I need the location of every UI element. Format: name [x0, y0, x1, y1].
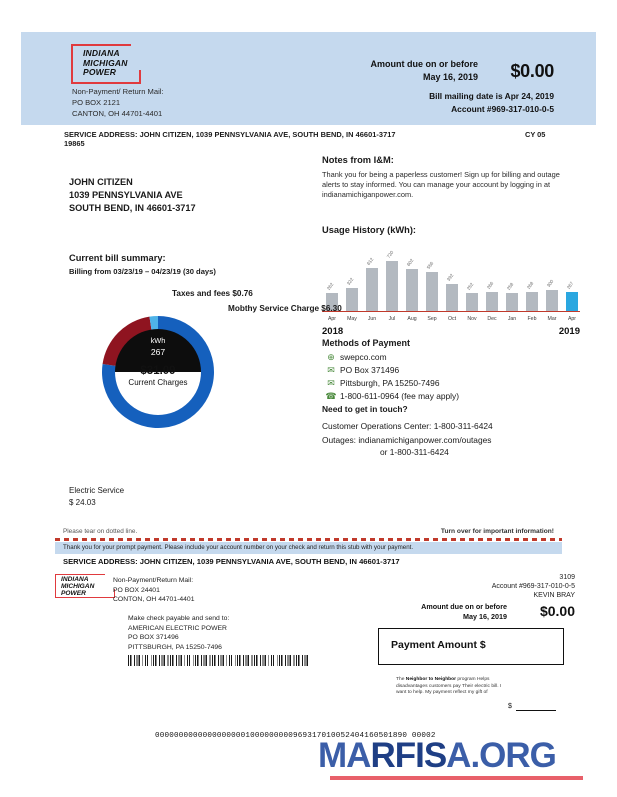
stub-due-label: Amount due on or before [421, 602, 507, 611]
need-to-get-in-touch-label: Need to get in touch? [322, 404, 408, 414]
notes-title: Notes from I&M: [322, 155, 394, 165]
payment-method-text: Pittsburgh, PA 15250-7496 [340, 378, 440, 388]
payment-method-text: 1-800-611-0964 (fee may apply) [340, 391, 460, 401]
gift-amount-field[interactable] [508, 703, 512, 710]
methods-of-payment-list [322, 351, 572, 403]
chart-x-label: Feb [527, 316, 537, 322]
amount-due-label: Amount due on or before [370, 59, 478, 69]
stub-return-label: Non-Payment/Return Mail: [113, 577, 194, 584]
amount-due-label-block [278, 58, 478, 83]
payment-method-row [322, 351, 572, 364]
service-number: 19865 [64, 139, 85, 148]
outages-link[interactable]: Outages: indianamichiganpower.com/outages [322, 435, 492, 445]
customer-address-block [69, 176, 196, 215]
amount-due-value: $0.00 [510, 61, 554, 81]
neighbor-program-name: Neighbor to Neighbor [405, 677, 457, 682]
watermark-part-3: A.ORG [446, 736, 556, 775]
bill-summary-period: Billing from 03/23/19 – 04/23/19 (30 days) [69, 267, 216, 276]
chart-bar [566, 292, 578, 311]
service-address-line: SERVICE ADDRESS: JOHN CITIZEN, 1039 PENNSYLVANIA AVE, SOUTH BEND, IN 46601-3717 [64, 130, 396, 139]
chart-x-label: Apr [327, 316, 337, 322]
donut-kwh-label: kWh [150, 335, 166, 345]
chart-bar-value: 322 [345, 277, 355, 287]
bill-mailing-date: Bill mailing date is Apr 24, 2019 [429, 91, 554, 101]
outages-phone: or 1-800-311-6424 [380, 447, 449, 457]
chart-year-left: 2018 [322, 326, 344, 337]
chart-year-right: 2019 [558, 326, 580, 337]
chart-bar-slot [502, 255, 522, 311]
payment-method-text[interactable]: swepco.com [340, 352, 387, 362]
chart-bar [426, 272, 438, 311]
chart-bar-value: 602 [405, 257, 415, 267]
usage-history-title: Usage History (kWh): [322, 225, 417, 235]
chart-bar [526, 292, 538, 311]
chart-bar [546, 290, 558, 311]
chart-bar [406, 269, 418, 311]
chart-x-label: Jul [388, 316, 396, 322]
customer-operations-center: Customer Operations Center: 1-800-311-6424 [322, 421, 493, 431]
chart-bar-slot [482, 255, 502, 311]
customer-street: 1039 PENNSYLVANIA AVE [69, 190, 183, 200]
chart-x-label: Dec [487, 316, 497, 322]
chart-bar [466, 293, 478, 311]
chart-bar-slot [422, 255, 442, 311]
monthly-service-charge-label: Mobthy Service Charge $6.30 [228, 304, 342, 313]
header-band [21, 32, 596, 125]
tear-note-left: Please tear on dotted line. [63, 528, 138, 535]
watermark-part-2: RFIS [370, 736, 447, 775]
stub-logo-bracket-lower-icon [93, 589, 115, 598]
chart-bar-slot [542, 255, 562, 311]
chart-bar-value: 556 [425, 260, 435, 271]
chart-bar [366, 268, 378, 311]
ocr-scanline: 00000000000000000001000000000969317010052404160501890 00002 [155, 732, 436, 740]
electric-service-block [69, 485, 124, 508]
return-mail-city: CANTON, OH 44701-4401 [72, 109, 163, 119]
stub-check-payable [128, 614, 229, 652]
phone-icon: ☎ [325, 391, 337, 401]
chart-bar-value: 268 [525, 281, 535, 291]
stub-check-city: PITTSBURGH, PA 15250-7496 [128, 643, 222, 651]
stub-company-logo [55, 574, 119, 598]
chart-x-label: Jun [367, 316, 377, 322]
chart-bar-value: 258 [505, 281, 515, 291]
payment-method-row [322, 390, 572, 403]
stub-logo-wordmark [61, 576, 94, 598]
watermark-part-1: MA [318, 736, 371, 775]
chart-bar [386, 261, 398, 311]
stub-logo-line-3: POWER [61, 590, 86, 598]
amount-due-date: May 16, 2019 [422, 71, 478, 82]
chart-bar [446, 284, 458, 311]
chart-x-label: Apr [567, 316, 577, 322]
logo-line-2: MICHIGAN [83, 57, 128, 68]
chart-bar-value: 266 [485, 281, 495, 291]
donut-current-charges-value: $31.09 [140, 364, 176, 377]
chart-baseline [322, 311, 580, 312]
mail-icon: ✉ [327, 378, 335, 388]
electric-service-value: $ 24.03 [69, 497, 96, 507]
return-mail-po: PO BOX 2121 [72, 98, 121, 108]
stub-logo-line-2: MICHIGAN [61, 583, 95, 591]
thanks-text: Thank you for your prompt payment. Please include your account number on your check and return this stub with your payment. [63, 544, 414, 551]
header-meta [274, 90, 554, 115]
chart-bar-value: 267 [565, 281, 575, 291]
customer-citystate: SOUTH BEND, IN 46601-3717 [69, 203, 196, 213]
notes-body: Thank you for being a paperless customer! Sign up for billing and outage alerts to stay informed. You can manage your account by logging in at indianamichiganpower.com. [322, 170, 560, 199]
chart-bar-value: 612 [365, 257, 375, 267]
chart-bar-slot [362, 255, 382, 311]
chart-bar-value: 720 [385, 249, 395, 259]
chart-bar-slot [522, 255, 542, 311]
neighbor-prefix: The [396, 677, 406, 682]
chart-x-label: May [347, 316, 357, 322]
chart-bar-value: 392 [445, 272, 455, 282]
stub-service-address: SERVICE ADDRESS: JOHN CITIZEN, 1039 PENNSYLVANIA AVE, SOUTH BEND, IN 46601-3717 [63, 557, 400, 566]
logo-line-3: POWER [83, 67, 117, 77]
stub-return-mail [113, 576, 194, 605]
bill-summary-donut [78, 292, 238, 452]
chart-bars [322, 249, 582, 311]
chart-bar-slot [382, 249, 402, 311]
stub-return-po: PO BOX 24401 [113, 586, 160, 594]
return-mail-label: Non-Payment/ Return Mail: [72, 87, 164, 96]
stub-check-po: PO BOX 371496 [128, 634, 179, 642]
stub-due-date: May 16, 2019 [463, 612, 507, 621]
payment-method-row [322, 364, 572, 377]
chart-x-label: Nov [467, 316, 477, 322]
chart-bar [506, 293, 518, 311]
account-number: Account #969-317-010-0-5 [451, 103, 554, 114]
stub-return-city: CONTON, OH 44701-4401 [113, 596, 195, 604]
chart-x-label: Sep [427, 316, 437, 322]
usage-history-chart [322, 245, 582, 337]
gift-dollar-sign: $ [508, 703, 512, 710]
customer-name: JOHN CITIZEN [69, 177, 133, 187]
cycle-code: CY 05 [525, 130, 546, 139]
payment-method-text: PO Box 371496 [340, 365, 400, 375]
donut-center [115, 329, 201, 415]
bill-summary-title: Current bill summary: [69, 253, 166, 263]
chart-bar-slot [442, 255, 462, 311]
electric-service-label: Electric Service [69, 486, 125, 495]
logo-wordmark [83, 49, 128, 78]
chart-x-label: Aug [407, 316, 417, 322]
chart-x-label: Jan [507, 316, 517, 322]
neighbor-suffix: program Helps disadvantages customers pay Their electric bill. I want to help. My payment reflect my gift of [396, 677, 502, 696]
stub-postal-barcode [128, 655, 308, 666]
stub-rep-name: KEVIN BRAY [533, 592, 575, 599]
stub-due-value: $0.00 [539, 603, 575, 619]
globe-icon: ⊕ [327, 352, 335, 362]
watermark-underline [330, 776, 583, 780]
watermark [318, 736, 556, 776]
payment-method-row [322, 377, 572, 390]
methods-of-payment-title: Methods of Payment [322, 338, 411, 348]
chart-bar-value: 262 [325, 281, 335, 291]
stub-account-number: Account #969-317-010-0-5 [491, 583, 575, 590]
header-return-mail [72, 86, 164, 120]
chart-bar-slot [462, 255, 482, 311]
chart-x-label: Mar [547, 316, 557, 322]
chart-x-label: Oct [447, 316, 457, 322]
stub-number: 3109 [559, 574, 575, 581]
tear-note-right: Turn over for important information! [440, 528, 554, 535]
dotted-tear-line [55, 538, 562, 541]
chart-x-labels [322, 316, 582, 322]
gift-amount-rule [516, 710, 556, 711]
company-logo [71, 44, 155, 84]
stub-logo-line-1: INDIANA [61, 576, 89, 583]
neighbor-to-neighbor-text [396, 677, 506, 697]
stub-due-label-block [347, 602, 507, 622]
stub-check-company: AMERICAN ELECTRIC POWER [128, 624, 227, 632]
mail-icon: ✉ [327, 365, 335, 375]
logo-line-1: INDIANA [83, 48, 120, 58]
chart-bar-value: 252 [465, 282, 475, 292]
stub-check-label: Make check payable and send to: [128, 615, 230, 622]
payment-amount-label: Payment Amount $ [391, 639, 486, 651]
payment-amount-box[interactable] [378, 628, 564, 665]
chart-bar [486, 292, 498, 311]
taxes-and-fees-label: Taxes and fees $0.76 [172, 289, 253, 298]
donut-current-charges-label: Current Charges [128, 377, 188, 387]
donut-kwh-value: 267 [150, 346, 166, 357]
chart-bar-value: 300 [545, 278, 555, 288]
chart-bar-slot [562, 255, 582, 311]
chart-bar-slot [402, 255, 422, 311]
